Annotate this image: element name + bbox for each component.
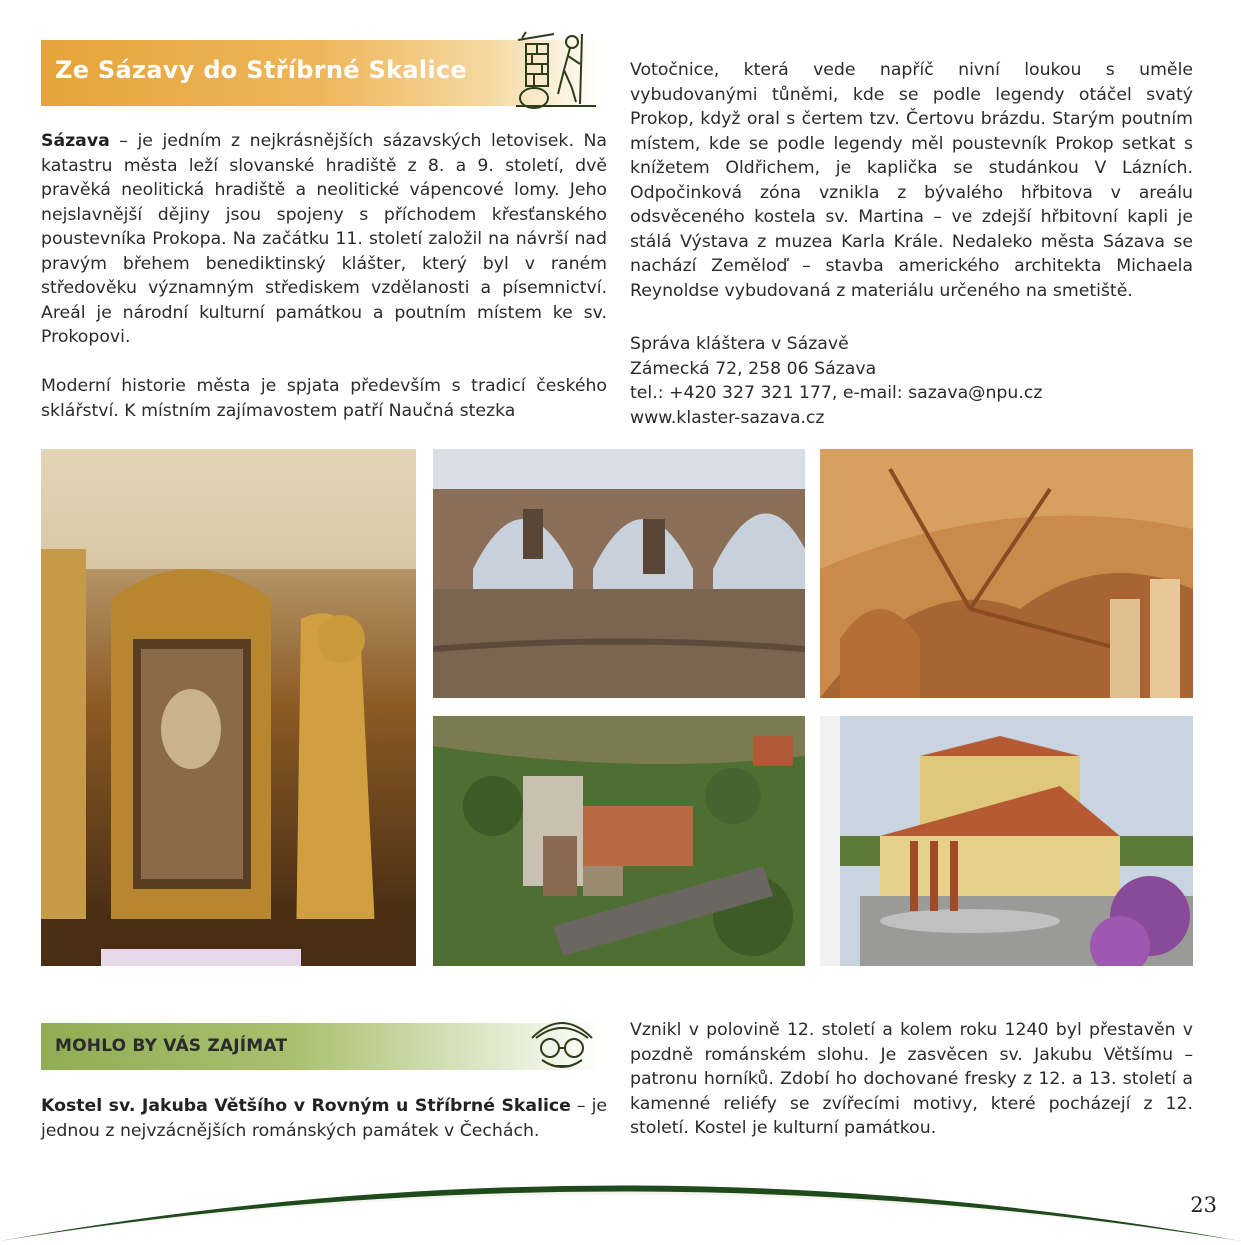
contact-address: Zámecká 72, 258 06 Sázava [630, 358, 877, 379]
church-detail-column [630, 1018, 1193, 1141]
contact-phone-email: tel.: +420 327 321 177, e-mail: sazava@npu.cz [630, 383, 1043, 403]
sazava-paragraph [41, 129, 607, 350]
chapter-title: Ze Sázavy do Stříbrné Skalice [55, 56, 468, 84]
votocnice-paragraph: Votočnice, která vede napříč nivní loukou s uměle vybudovanými tůněmi, kde se podle legendy otáčel svatý Prokop, když oral s čertem tzv. Čertovu brázdu. Starým poutním místem, kde se podle legendy měl poustevník Prokop setkat s knížetem Oldřichem, je kaplička se studánkou V Lázních. Odpočinková zóna vznikla z bývalého hřbitova v areálu odsvěceného kostela sv. Martina – ve zdejší hřbitovní kapli je stálá Výstava z muzea Karla Krále. Nedaleko města Sázava se nachází Zeměloď – stavba amerického architekta Michaela Reynoldse vybudovaná z materiálu určeného na smetiště. [630, 60, 1193, 301]
page-number: 23 [1190, 1193, 1217, 1217]
church-paragraph [41, 1094, 607, 1143]
sazava-text: – je jedním z nejkrásnějších sázavských letovisek. Na katastru města leží slovanské hradiště z 8. a 9. století, dvě pravěká neolitická hradiště a neolitické vápencové lomy. Jeho nejslavnější dějiny jsou spojeny s příchodem křesťanského poustevníka Prokopa. Na začátku 11. století založil na návrší nad pravým břehem benediktinský klášter, který byl v raném středověku významným střediskem vzdělanosti a písemnictví. Areál je národní kulturní památkou a poutním místem ke sv. Prokopovi. [41, 131, 607, 347]
contact-website[interactable]: www.klaster-sazava.cz [630, 407, 825, 428]
binoculars-person-icon [522, 1008, 602, 1078]
footer-wave [0, 1160, 1241, 1241]
hiker-illustration-icon [512, 26, 602, 112]
continuation-text-column [630, 58, 1193, 303]
church-detail-paragraph: Vznikl v polovině 12. století a kolem roku 1240 byl přestavěn v pozdně románském slohu. Je zasvěcen sv. Jakubu Většímu – patronu horníků. Zdobí ho dochované fresky z 12. a 13. století a kamenné reliéfy se zvířecími motivy, které pocházejí z 12. století. Kostel je kulturní památkou. [630, 1020, 1193, 1138]
contact-name: Správa kláštera v Sázavě [630, 334, 849, 354]
photo-baroque-altar [41, 449, 416, 966]
sazava-heading: Sázava [41, 131, 110, 151]
church-intro-text: – je jednou z nejvzácnějších románských památek v Čechách. [41, 1096, 607, 1141]
contact-block [630, 332, 1193, 430]
intro-text-column [41, 129, 607, 423]
photo-gothic-ruins [433, 449, 805, 698]
modern-history-paragraph: Moderní historie města je spjata především s tradicí českého sklářství. K místním zajímavostem patří Naučná stezka [41, 376, 607, 421]
photo-painted-vault [820, 449, 1193, 698]
photo-town-square [820, 716, 1193, 966]
photo-monastery-aerial [433, 716, 805, 966]
church-name: Kostel sv. Jakuba Většího v Rovným u Stříbrné Skalice [41, 1096, 571, 1116]
interest-section-title: MOHLO BY VÁS ZAJÍMAT [55, 1036, 288, 1056]
church-intro-column [41, 1094, 607, 1143]
